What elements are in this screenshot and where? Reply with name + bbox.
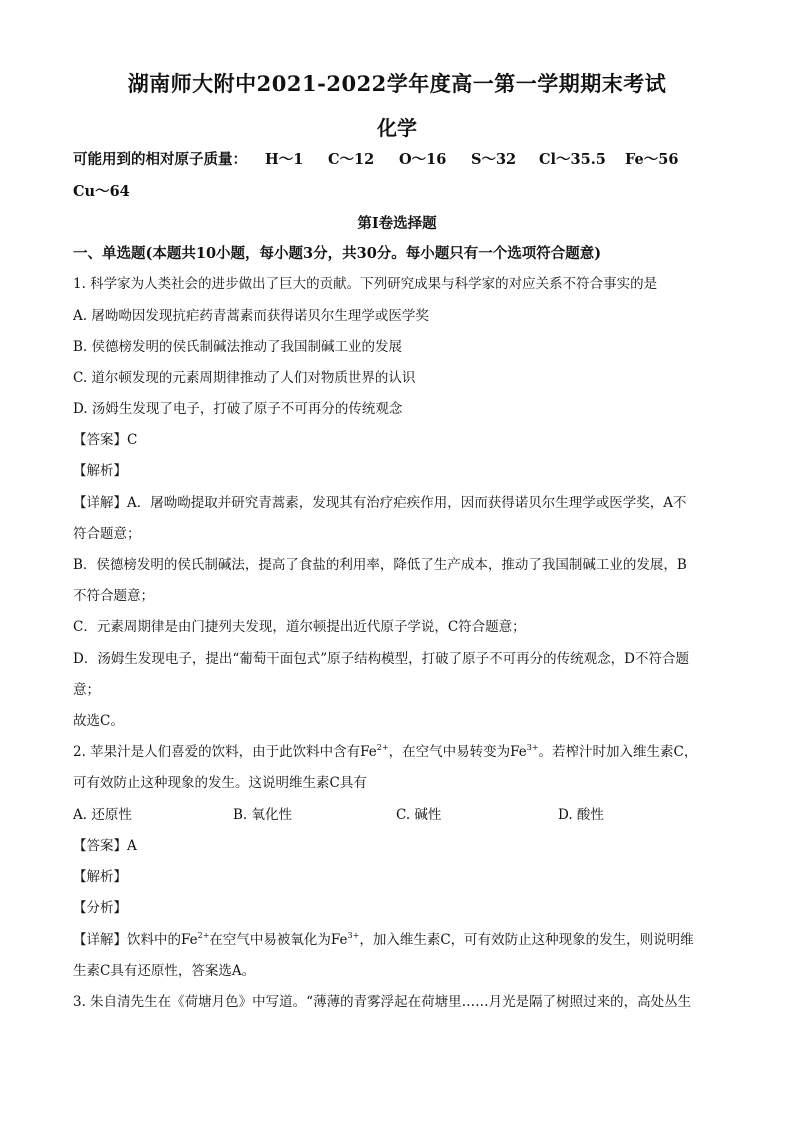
q1-detail-line-3: B．侯德榜发明的侯氏制碱法，提高了食盐的利用率，降低了生产成本，推动了我国制碱工业的发展，B xyxy=(73,557,687,573)
q2-stem-line-2: 可有效防止这种现象的发生。这说明维生素C具有 xyxy=(73,775,367,791)
q2-option-d: D. 酸性 xyxy=(558,807,604,823)
q2-detail-part-2: 在空气中易被氧化为Fe xyxy=(209,932,348,948)
q1-option-c: C. 道尔顿发现的元素周期律推动了人们对物质世界的认识 xyxy=(73,370,416,386)
q2-answer: 【答案】A xyxy=(73,838,137,854)
q1-detail-line-2: 符合题意； xyxy=(73,526,141,542)
q1-detail-line-1: 【详解】A．屠呦呦提取并研究青蒿素，发现其有治疗疟疾作用，因而获得诺贝尔生理学或医学奖，A不 xyxy=(73,495,687,511)
q1-conclusion: 故选C。 xyxy=(73,713,124,729)
atomic-mass-h: H～1 xyxy=(265,151,304,168)
q2-superscript-3: 2+ xyxy=(197,931,210,940)
subject-title: 化学 xyxy=(377,116,417,140)
q2-detail-part-1: 【详解】饮料中的Fe xyxy=(73,932,198,948)
atomic-mass-o: O～16 xyxy=(399,151,447,168)
q1-option-b: B. 侯德榜发明的侯氏制碱法推动了我国制碱工业的发展 xyxy=(73,339,403,355)
q2-stem-part-3: 。若榨汁时加入维生素C， xyxy=(538,744,698,760)
q3-stem: 3. 朱自清先生在《荷塘月色》中写道。“薄薄的青雾浮起在荷塘里……月光是隔了树照过来的，高处丛生 xyxy=(73,994,692,1010)
q1-stem: 1. 科学家为人类社会的进步做出了巨大的贡献。下列研究成果与科学家的对应关系不符合事实的是 xyxy=(73,276,658,292)
q1-option-d: D. 汤姆生发现了电子，打破了原子不可再分的传统观念 xyxy=(73,401,403,417)
q1-detail-line-7: 意； xyxy=(73,682,100,698)
q1-detail-line-6: D．汤姆生发现电子，提出“葡萄干面包式”原子结构模型，打破了原子不可再分的传统观念，D不符合题 xyxy=(73,651,689,667)
q2-stem-part-1: 2. 苹果汁是人们喜爱的饮料，由于此饮料中含有Fe xyxy=(73,744,377,760)
q1-detail-line-5: C．元素周期律是由门捷列夫发现，道尔顿提出近代原子学说，C符合题意； xyxy=(73,619,526,635)
q2-option-b: B. 氧化性 xyxy=(233,807,293,823)
section-heading: 一、单选题(本题共10小题，每小题3分，共30分。每小题只有一个选项符合题意) xyxy=(73,245,602,262)
q2-analysis-label: 【解析】 xyxy=(73,869,127,885)
q2-fenxi-label: 【分析】 xyxy=(73,900,127,916)
q2-option-a: A. 还原性 xyxy=(73,807,132,823)
q2-superscript-4: 3+ xyxy=(347,931,360,940)
q2-detail-line-1 xyxy=(73,930,694,950)
atomic-mass-s: S～32 xyxy=(471,151,517,168)
exam-title: 湖南师大附中2021-2022学年度高一第一学期期末考试 xyxy=(127,71,667,96)
q2-options xyxy=(73,805,713,825)
q1-option-a: A. 屠呦呦因发现抗疟药青蒿素而获得诺贝尔生理学或医学奖 xyxy=(73,308,429,324)
q2-stem-line-1 xyxy=(73,742,697,762)
section-title: 第Ⅰ卷选择题 xyxy=(357,215,437,232)
q1-analysis-label: 【解析】 xyxy=(73,463,127,479)
atomic-mass-c: C～12 xyxy=(328,151,375,168)
atomic-mass-cu: Cu～64 xyxy=(73,183,130,200)
q2-detail-part-3: ，加入维生素C，可有效防止这种现象的发生，则说明维 xyxy=(359,932,694,948)
q2-superscript-2: 3+ xyxy=(526,743,539,752)
q2-detail-line-2: 生素C具有还原性，答案选A。 xyxy=(73,963,256,979)
atomic-mass-fe: Fe～56 xyxy=(625,151,679,168)
q2-superscript-1: 2+ xyxy=(376,743,389,752)
q2-option-c: C. 碱性 xyxy=(396,807,442,823)
q2-stem-part-2: ，在空气中易转变为Fe xyxy=(388,744,527,760)
q1-detail-line-4: 不符合题意； xyxy=(73,588,154,604)
atomic-masses-label: 可能用到的相对原子质量： xyxy=(73,151,247,168)
q1-answer: 【答案】C xyxy=(73,432,138,448)
atomic-mass-cl: Cl～35.5 xyxy=(539,151,606,168)
